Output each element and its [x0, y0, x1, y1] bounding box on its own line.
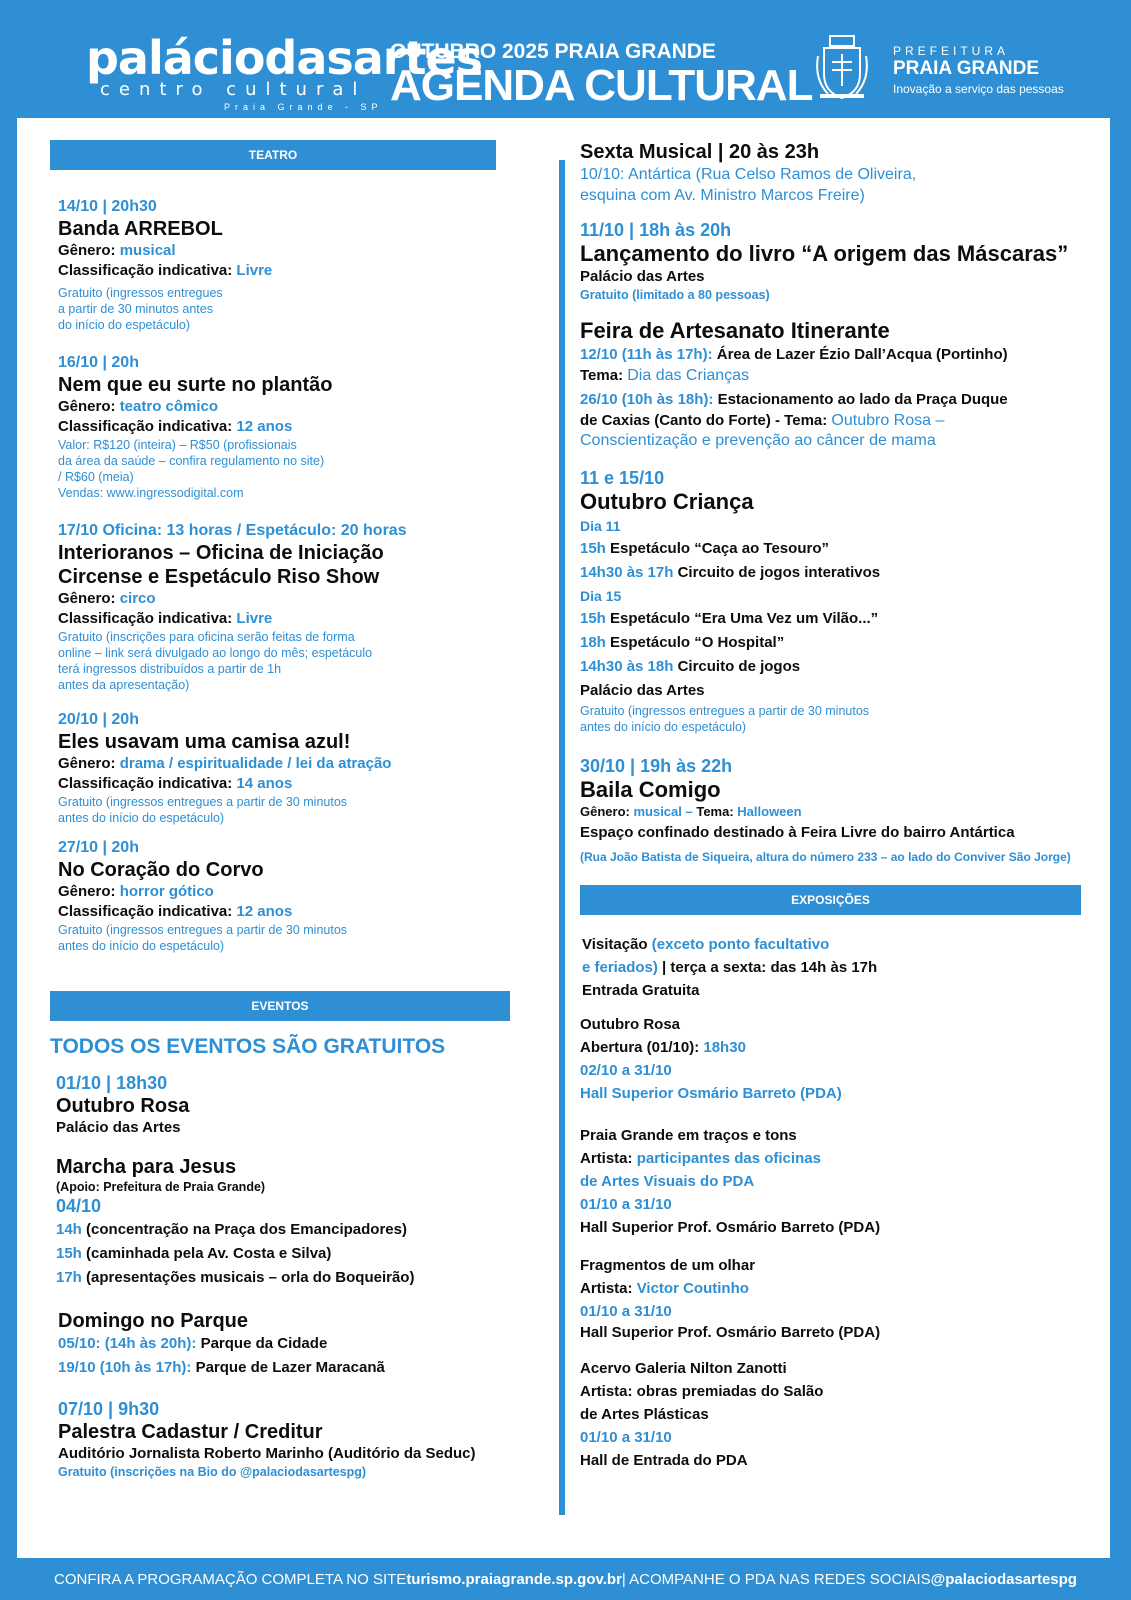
event-line: [580, 655, 880, 679]
eventos-bar: EVENTOS: [50, 991, 510, 1021]
event-note: Vendas: www.ingressodigital.com: [58, 486, 244, 500]
text-part: (caminhada pela Av. Costa e Silva): [81, 1245, 332, 1262]
text-part: Visitação: [582, 936, 652, 953]
event-line: esquina com Av. Ministro Marcos Freire): [580, 187, 865, 204]
column-divider: [559, 160, 565, 1515]
text-part: Gênero:: [580, 804, 634, 819]
text-part: Livre: [236, 610, 273, 627]
text-part: 26/10 (10h às 18h):: [580, 391, 718, 408]
text-part: Artista:: [580, 1150, 637, 1167]
event-note: Gratuito (inscrições na Bio do @palaciodasartespg): [58, 1465, 367, 1479]
logo-city: Praia Grande - SP: [224, 102, 383, 112]
event-note: antes do início do espetáculo): [580, 720, 747, 734]
event-title: Nem que eu surte no plantão: [58, 374, 333, 396]
footer: [0, 1558, 1131, 1600]
text-part: e feriados): [582, 959, 658, 976]
event-date: 11/10 | 18h às 20h: [580, 220, 732, 240]
event-genre: [58, 397, 332, 417]
event-date: 16/10 | 20h: [58, 354, 139, 371]
text-part: Classificação indicativa:: [58, 610, 237, 627]
event-day: Dia 11: [580, 518, 621, 534]
text-part: drama / espiritualidade / lei da atração: [119, 755, 392, 772]
logo-main: paláciodasartes: [86, 31, 483, 85]
teatro-event-1: [58, 197, 272, 333]
event-rating: [58, 261, 272, 281]
text-part: Artista:: [580, 1280, 637, 1297]
event-line: [58, 1333, 385, 1354]
event-line: 10/10: Antártica (Rua Celso Ramos de Oliveira,: [580, 166, 917, 183]
exposicoes-visitacao: [582, 933, 877, 1002]
text-part: Victor Coutinho: [636, 1280, 749, 1297]
event-title: Eles usavam uma camisa azul!: [58, 731, 351, 753]
event-date: 11 e 15/10: [580, 468, 665, 488]
event-title: Banda ARREBOL: [58, 218, 223, 240]
expo-title: Fragmentos de um olhar: [580, 1257, 756, 1274]
event-date: 04/10: [56, 1196, 102, 1216]
agenda-panel: [17, 118, 1110, 1558]
pref-line2: PRAIA GRANDE: [893, 58, 1040, 79]
text-part: Gênero:: [58, 590, 120, 607]
text-part: Outubro Rosa –: [831, 412, 945, 429]
text-part: Gênero:: [58, 398, 120, 415]
event-line: [580, 537, 880, 561]
text-part: Espetáculo “Caça ao Tesouro”: [605, 540, 829, 557]
evento-feira-artesanato: [580, 318, 1008, 450]
text-part: circo: [119, 590, 156, 607]
event-date: 20/10 | 20h: [58, 711, 139, 728]
title-line2: AGENDA CULTURAL: [390, 61, 813, 110]
event-title: Outubro Rosa: [56, 1095, 190, 1117]
text-part: Classificação indicativa:: [58, 418, 237, 435]
expo-line: de Artes Visuais do PDA: [580, 1173, 755, 1190]
event-rating: [58, 902, 347, 922]
event-date: 30/10 | 19h às 22h: [580, 756, 733, 776]
text-part: Gênero:: [58, 755, 120, 772]
event-note: antes do início do espetáculo): [58, 939, 225, 953]
text-part: 05/10: (14h às 20h):: [58, 1335, 201, 1352]
pref-line3: Inovação a serviço das pessoas: [893, 82, 1064, 96]
event-line: [580, 389, 1008, 410]
event-line: [580, 631, 880, 655]
prefeitura-logo: [893, 44, 1064, 98]
text-part: 14h: [56, 1221, 82, 1238]
event-day: Dia 15: [580, 588, 622, 604]
event-note: da área da saúde – confira regulamento no site): [58, 454, 325, 468]
text-part: (concentração na Praça dos Emancipadores): [81, 1221, 407, 1238]
event-note: Gratuito (ingressos entregues a partir de 30 minutos: [58, 923, 348, 937]
event-line: [580, 365, 1008, 386]
event-genre: [58, 882, 347, 902]
event-title: No Coração do Corvo: [58, 859, 264, 881]
visit-line: [582, 933, 877, 956]
expo-dates: 01/10 a 31/10: [580, 1196, 672, 1213]
event-note: online – link será divulgado ao longo do mês; espetáculo: [58, 646, 373, 660]
event-genre: [58, 589, 407, 609]
text-part: 12 anos: [236, 903, 293, 920]
event-date: 17/10 Oficina: 13 horas / Espetáculo: 20 horas: [58, 522, 407, 539]
event-title: Outubro Criança: [580, 489, 754, 514]
event-line: [580, 344, 1008, 365]
text-part: 14h30 às 18h: [580, 658, 674, 675]
event-date: 27/10 | 20h: [58, 839, 139, 856]
expo-title: Outubro Rosa: [580, 1016, 680, 1033]
footer-text: | ACOMPANHE O PDA NAS REDES SOCIAIS: [621, 1570, 931, 1588]
event-line: [580, 607, 880, 631]
expo-title: Praia Grande em traços e tons: [580, 1127, 797, 1144]
expo-line: de Artes Plásticas: [580, 1406, 709, 1423]
expo-outubro-rosa: [580, 1013, 842, 1105]
text-part: 12 anos: [236, 418, 293, 435]
event-title: Lançamento do livro “A origem das Máscaras”: [580, 241, 1069, 266]
event-rating: [58, 609, 407, 629]
text-part: Parque de Lazer Maracanã: [195, 1359, 385, 1376]
exposicoes-bar: EXPOSIÇÕES: [580, 885, 1081, 915]
event-title: Palestra Cadastur / Creditur: [58, 1421, 323, 1443]
footer-social-handle[interactable]: @palaciodasartespg: [930, 1570, 1077, 1588]
teatro-event-4: [58, 710, 391, 826]
event-genre: [580, 803, 1071, 821]
page-title: [390, 40, 813, 108]
event-line: [58, 1357, 385, 1378]
event-note: antes da apresentação): [58, 678, 190, 692]
event-place: Palácio das Artes: [56, 1119, 181, 1136]
text-part: Área de Lazer Ézio Dall’Acqua (Portinho): [716, 346, 1008, 363]
text-part: (exceto ponto facultativo: [651, 936, 830, 953]
pref-line1: PREFEITURA: [893, 44, 1010, 58]
text-part: Parque da Cidade: [200, 1335, 328, 1352]
text-part: Circuito de jogos: [673, 658, 801, 675]
event-note: terá ingressos distribuídos a partir de 1h: [58, 662, 282, 676]
text-part: 18h: [580, 634, 606, 651]
text-part: musical –: [633, 804, 697, 819]
expo-place: Hall de Entrada do PDA: [580, 1452, 748, 1469]
visit-line: [582, 956, 877, 979]
event-place: Espaço confinado destinado à Feira Livre do bairro Antártica: [580, 824, 1015, 841]
title-line1: OUTUBRO 2025 PRAIA GRANDE: [390, 40, 716, 63]
expo-line: [580, 1277, 880, 1300]
event-title: Feira de Artesanato Itinerante: [580, 318, 890, 343]
event-title: Marcha para Jesus: [56, 1156, 237, 1178]
teatro-bar: TEATRO: [50, 140, 496, 170]
event-rating: [58, 774, 391, 794]
event-line: [56, 1267, 414, 1288]
event-place: Palácio das Artes: [580, 682, 705, 699]
text-part: Espetáculo “O Hospital”: [605, 634, 785, 651]
text-part: Classificação indicativa:: [58, 903, 237, 920]
text-part: Tema:: [696, 804, 738, 819]
event-genre: [58, 241, 272, 261]
text-part: Halloween: [737, 804, 802, 819]
event-title: Circense e Espetáculo Riso Show: [58, 566, 380, 588]
eventos-headline: TODOS OS EVENTOS SÃO GRATUITOS: [50, 1035, 446, 1058]
text-part: 14 anos: [236, 775, 293, 792]
text-part: Abertura (01/10):: [580, 1039, 704, 1056]
expo-place: Hall Superior Osmário Barreto (PDA): [580, 1085, 842, 1102]
event-note: Gratuito (inscrições para oficina serão feitas de forma: [58, 630, 355, 644]
evento-outubro-crianca: [580, 467, 880, 735]
text-part: | terça a sexta: das 14h às 17h: [657, 959, 878, 976]
text-part: Estacionamento ao lado da Praça Duque: [717, 391, 1008, 408]
expo-title: Acervo Galeria Nilton Zanotti: [580, 1360, 787, 1377]
teatro-event-3: [58, 521, 407, 693]
expo-line: [580, 1147, 880, 1170]
text-part: Gênero:: [58, 242, 120, 259]
text-part: horror gótico: [119, 883, 214, 900]
event-note: Gratuito (ingressos entregues a partir de 30 minutos: [58, 795, 348, 809]
text-part: Livre: [236, 262, 273, 279]
evento-lancamento-livro: [580, 219, 1068, 303]
event-note: antes do início do espetáculo): [58, 811, 225, 825]
evento-baila-comigo: [580, 755, 1071, 869]
text-part: 17h: [56, 1269, 82, 1286]
event-line: [56, 1219, 414, 1240]
event-address: (Rua João Batista de Siqueira, altura do número 233 – ao lado do Conviver São Jorge): [580, 850, 1071, 864]
event-date: 14/10 | 20h30: [58, 198, 157, 215]
text-part: 15h: [580, 610, 606, 627]
text-part: 15h: [580, 540, 606, 557]
event-line: [580, 561, 880, 585]
event-note: / R$60 (meia): [58, 470, 134, 484]
event-note: do início do espetáculo): [58, 318, 191, 332]
event-line: [580, 410, 1008, 431]
event-date: 01/10 | 18h30: [56, 1073, 168, 1093]
teatro-event-2: [58, 353, 332, 501]
text-part: (apresentações musicais – orla do Boqueirão): [81, 1269, 415, 1286]
text-part: Classificação indicativa:: [58, 775, 237, 792]
expo-praia-grande: [580, 1124, 880, 1239]
text-part: Espetáculo “Era Uma Vez um Vilão...”: [605, 610, 879, 627]
evento-domingo-parque: [58, 1309, 385, 1378]
evento-palestra: [58, 1398, 476, 1480]
event-note: Gratuito (limitado a 80 pessoas): [580, 288, 770, 302]
event-line: [56, 1243, 414, 1264]
event-title: Interioranos – Oficina de Iniciação: [58, 542, 384, 564]
expo-place: Hall Superior Prof. Osmário Barreto (PDA): [580, 1324, 881, 1341]
evento-marcha: [56, 1155, 414, 1288]
text-part: Gênero:: [58, 883, 120, 900]
expo-line: [580, 1036, 842, 1059]
event-title: Baila Comigo: [580, 777, 721, 802]
expo-place: Hall Superior Prof. Osmário Barreto (PDA): [580, 1219, 881, 1236]
event-line: Conscientização e prevenção ao câncer de mama: [580, 432, 936, 449]
event-place: Auditório Jornalista Roberto Marinho (Auditório da Seduc): [58, 1445, 476, 1462]
logo-sub: centro cultural: [100, 79, 367, 100]
text-part: de Caxias (Canto do Forte) - Tema:: [580, 412, 832, 429]
event-title: Sexta Musical | 20 às 23h: [580, 141, 820, 163]
footer-site-link[interactable]: turismo.praiagrande.sp.gov.br: [406, 1570, 622, 1588]
event-note: Gratuito (ingressos entregues: [58, 286, 223, 300]
text-part: participantes das oficinas: [636, 1150, 821, 1167]
expo-dates: 02/10 a 31/10: [580, 1062, 672, 1079]
text-part: 18h30: [703, 1039, 746, 1056]
evento-sexta-musical: [580, 140, 916, 206]
text-part: teatro cômico: [119, 398, 219, 415]
text-part: 12/10 (11h às 17h):: [580, 346, 717, 363]
text-part: 14h30 às 17h: [580, 564, 674, 581]
visit-line: Entrada Gratuita: [582, 982, 700, 999]
expo-acervo: [580, 1357, 823, 1472]
text-part: Circuito de jogos interativos: [673, 564, 881, 581]
event-apoio: (Apoio: Prefeitura de Praia Grande): [56, 1180, 266, 1194]
city-crest-icon: [812, 34, 872, 104]
header: [0, 0, 1131, 118]
event-genre: [58, 754, 391, 774]
expo-line: Artista: obras premiadas do Salão: [580, 1383, 824, 1400]
event-title: Domingo no Parque: [58, 1310, 248, 1332]
text-part: 15h: [56, 1245, 82, 1262]
event-note: Valor: R$120 (inteira) – R$50 (profissionais: [58, 438, 297, 452]
text-part: musical: [119, 242, 176, 259]
event-rating: [58, 417, 332, 437]
text-part: Tema:: [580, 367, 628, 384]
expo-fragmentos: [580, 1254, 880, 1343]
expo-dates: 01/10 a 31/10: [580, 1303, 672, 1320]
text-part: Classificação indicativa:: [58, 262, 237, 279]
event-note: Gratuito (ingressos entregues a partir de 30 minutos: [580, 704, 870, 718]
teatro-event-5: [58, 838, 347, 954]
expo-dates: 01/10 a 31/10: [580, 1429, 672, 1446]
text-part: 19/10 (10h às 17h):: [58, 1359, 196, 1376]
evento-outubro-rosa: [56, 1072, 189, 1138]
footer-text: CONFIRA A PROGRAMAÇÃO COMPLETA NO SITE: [54, 1570, 407, 1588]
event-place: Palácio das Artes: [580, 268, 705, 285]
event-date: 07/10 | 9h30: [58, 1399, 160, 1419]
text-part: Dia das Crianças: [627, 367, 750, 384]
event-note: a partir de 30 minutos antes: [58, 302, 213, 316]
